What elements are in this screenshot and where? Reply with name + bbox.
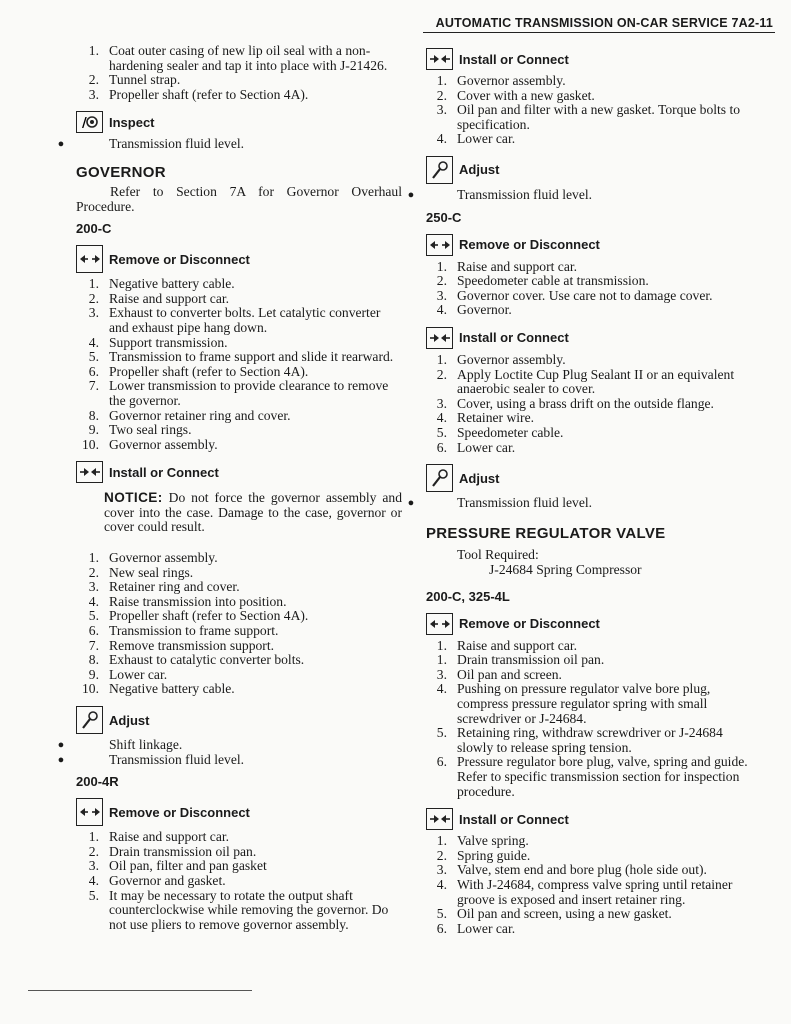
step-number: 1. xyxy=(88,276,99,292)
step-number: 2. xyxy=(436,366,447,382)
step-number: 4. xyxy=(436,410,447,426)
step-number: 9. xyxy=(88,666,99,682)
step-text: Governor assembly. xyxy=(109,550,218,566)
list-item xyxy=(426,682,750,726)
step-number: 4. xyxy=(436,877,447,892)
step-text: Lower transmission to provide clearance to remove the governor. xyxy=(109,378,389,408)
step-text: Two seal rings. xyxy=(109,422,192,438)
step-text: Coat outer casing of new lip oil seal with a non-hardening sealer and tap it into place with J-21426. xyxy=(109,43,388,73)
r-install2-section xyxy=(426,327,750,349)
step-text: Propeller shaft (refer to Section 4A). xyxy=(109,86,309,102)
step-text: Lower car. xyxy=(457,920,516,936)
step-number: 6. xyxy=(436,754,447,770)
step-text: Valve, stem end and bore plug (hole side out). xyxy=(457,862,707,878)
notice-block xyxy=(76,491,402,535)
step-number: 2. xyxy=(436,847,447,863)
step-number: 3. xyxy=(88,86,99,102)
list-item xyxy=(76,624,402,639)
step-text: Lower car. xyxy=(457,131,516,147)
remove2-section xyxy=(76,798,402,826)
step-text: Governor assembly. xyxy=(457,73,566,88)
install-label: Install or Connect xyxy=(109,464,219,480)
list-item xyxy=(426,907,750,922)
step-text: Transmission to frame support. xyxy=(109,623,279,639)
left-column xyxy=(57,43,402,932)
step-number: 2. xyxy=(436,87,447,103)
step-number: 3. xyxy=(436,666,447,682)
r-remove3-steps xyxy=(426,639,750,800)
step-text: Valve spring. xyxy=(457,833,529,849)
adjust-icon xyxy=(426,464,453,492)
step-text: Spring guide. xyxy=(457,847,531,863)
adjust-icon xyxy=(76,706,103,734)
step-number: 7. xyxy=(88,637,99,653)
step-number: 7. xyxy=(88,378,99,394)
step-text: Oil pan, filter and pan gasket xyxy=(109,858,267,874)
remove-steps xyxy=(76,277,402,452)
step-text: Propeller shaft (refer to Section 4A). xyxy=(109,363,309,379)
list-item xyxy=(76,292,402,307)
step-number: 4. xyxy=(88,872,99,888)
step-number: 1. xyxy=(436,73,447,88)
list-item xyxy=(76,653,402,668)
step-number: 6. xyxy=(88,623,99,639)
list-item xyxy=(76,830,402,845)
step-number: 2. xyxy=(88,72,99,88)
list-item xyxy=(57,737,402,753)
install-connect-icon xyxy=(426,808,453,830)
inspect-label: Inspect xyxy=(109,114,155,130)
r-adjust2-label: Adjust xyxy=(459,470,500,486)
r-adjust2-section xyxy=(426,464,750,492)
adjust-label: Adjust xyxy=(109,712,150,728)
r-install3-section xyxy=(426,808,750,830)
list-item xyxy=(426,726,750,755)
remove-disconnect-icon xyxy=(426,234,453,256)
list-item xyxy=(76,409,402,424)
list-item xyxy=(426,755,750,799)
step-text: Pushing on pressure regulator valve bore plug, compress pressure regulator spring with small screwdriver or J-24684. xyxy=(457,681,711,726)
remove-label: Remove or Disconnect xyxy=(109,251,250,267)
step-number: 5. xyxy=(436,906,447,922)
step-number: 4. xyxy=(436,681,447,697)
step-text: Raise and support car. xyxy=(457,258,578,274)
step-number: 5. xyxy=(88,887,99,903)
list-item xyxy=(426,103,750,132)
list-item xyxy=(76,580,402,595)
remove-disconnect-icon xyxy=(426,613,453,635)
step-text: Cover, using a brass drift on the outside flange. xyxy=(457,395,714,411)
list-item xyxy=(76,277,402,292)
list-item xyxy=(76,595,402,610)
step-text: Drain transmission oil pan. xyxy=(109,843,257,859)
step-text: Lower car. xyxy=(457,439,516,455)
step-number: 5. xyxy=(88,349,99,365)
step-text: Retaining ring, withdraw screwdriver or J-24684 slowly to release spring tension. xyxy=(457,725,723,755)
step-text: Remove transmission support. xyxy=(109,637,275,653)
step-text: Speedometer cable at transmission. xyxy=(457,273,649,289)
list-item xyxy=(426,289,750,304)
r-remove-label: Remove or Disconnect xyxy=(459,237,600,253)
install-connect-icon xyxy=(76,461,103,483)
step-number: 10. xyxy=(82,436,99,452)
step-text: Oil pan and filter with a new gasket. Torque bolts to specification. xyxy=(457,102,741,132)
list-item xyxy=(426,274,750,289)
remove2-label: Remove or Disconnect xyxy=(109,804,250,820)
step-number: 5. xyxy=(88,608,99,624)
list-item xyxy=(426,922,750,937)
step-number: 3. xyxy=(436,862,447,878)
list-item xyxy=(426,441,750,456)
adjust-icon xyxy=(426,156,453,184)
list-item xyxy=(76,365,402,380)
list-item xyxy=(76,845,402,860)
r-adjust-label: Adjust xyxy=(459,162,500,178)
r-install-steps xyxy=(426,74,750,147)
bullet-text: Shift linkage. xyxy=(109,737,183,752)
step-text: Raise and support car. xyxy=(457,637,578,653)
list-item xyxy=(426,668,750,683)
list-item xyxy=(426,353,750,368)
list-item xyxy=(76,609,402,624)
step-text: Raise transmission into position. xyxy=(109,593,287,609)
step-text: Support transmission. xyxy=(109,334,228,350)
list-item xyxy=(57,751,402,768)
r-adjust2-items xyxy=(407,495,750,511)
r-remove-section xyxy=(426,234,750,256)
step-number: 2. xyxy=(88,290,99,306)
step-number: 4. xyxy=(436,302,447,318)
step-text: Exhaust to converter bolts. Let catalytic converter and exhaust pipe hang down. xyxy=(109,305,381,335)
step-number: 9. xyxy=(88,422,99,438)
list-item xyxy=(407,186,750,203)
governor-heading: GOVERNOR xyxy=(76,163,166,181)
step-text: Apply Loctite Cup Plug Sealant II or an equivalent anaerobic sealer to cover. xyxy=(457,366,735,397)
subheading-200c-325: 200-C, 325-4L xyxy=(426,588,510,604)
list-item xyxy=(76,88,402,103)
step-number: 5. xyxy=(436,424,447,440)
list-item xyxy=(426,89,750,104)
bullet-icon: ● xyxy=(407,188,415,201)
step-number: 3. xyxy=(436,287,447,303)
step-number: 1. xyxy=(436,833,447,849)
list-item xyxy=(76,859,402,874)
r-install2-steps xyxy=(426,353,750,455)
r-install3-steps xyxy=(426,834,750,936)
list-item xyxy=(426,368,750,397)
list-item xyxy=(426,653,750,668)
list-item xyxy=(76,306,402,335)
step-number: 1. xyxy=(436,351,447,367)
step-number: 8. xyxy=(88,407,99,423)
install-connect-icon xyxy=(426,327,453,349)
step-text: Governor cover. Use care not to damage cover. xyxy=(457,287,713,303)
list-item xyxy=(426,411,750,426)
r-install3-label: Install or Connect xyxy=(459,811,569,827)
r-adjust-section xyxy=(426,156,750,184)
page-header xyxy=(423,14,775,33)
list-item xyxy=(426,639,750,654)
list-item xyxy=(76,438,402,453)
install-section xyxy=(76,461,402,483)
list-item xyxy=(76,566,402,581)
inspect-icon xyxy=(76,111,103,133)
remove2-steps xyxy=(76,830,402,932)
install-connect-icon xyxy=(426,48,453,70)
list-item xyxy=(426,878,750,907)
step-number: 10. xyxy=(82,681,99,697)
subheading-200c: 200-C xyxy=(76,221,112,237)
step-number: 1. xyxy=(436,637,447,653)
list-item xyxy=(426,74,750,89)
inspect-items xyxy=(57,136,402,152)
intro-steps xyxy=(76,44,402,102)
inspect-section xyxy=(76,111,402,133)
step-number: 3. xyxy=(436,395,447,411)
step-text: Governor. xyxy=(457,302,512,318)
step-text: Negative battery cable. xyxy=(109,681,235,697)
step-number: 2. xyxy=(88,843,99,859)
page-header-title: AUTOMATIC TRANSMISSION ON-CAR SERVICE 7A2-11 xyxy=(435,16,773,30)
list-item xyxy=(76,874,402,889)
step-number: 3. xyxy=(88,858,99,874)
list-item xyxy=(76,423,402,438)
adjust-items xyxy=(57,737,402,767)
step-text: It may be necessary to rotate the output shaft counterclockwise while removing the governor. Do not use pliers to remove governor assembly. xyxy=(109,887,389,932)
step-text: New seal rings. xyxy=(109,564,194,580)
subheading-2004r: 200-4R xyxy=(76,774,119,790)
list-item xyxy=(76,350,402,365)
list-item xyxy=(76,44,402,73)
subheading-250c: 250-C xyxy=(426,209,462,225)
list-item xyxy=(76,379,402,408)
bullet-icon: ● xyxy=(57,739,65,751)
pressure-regulator-heading: PRESSURE REGULATOR VALVE xyxy=(426,524,666,542)
step-number: 1. xyxy=(436,258,447,274)
governor-paragraph: Refer to Section 7A for Governor Overhaul Procedure. xyxy=(76,183,402,214)
step-text: With J-24684, compress valve spring until retainer groove is exposed and insert retainer ring. xyxy=(457,877,733,907)
step-text: Oil pan and screen, using a new gasket. xyxy=(457,906,672,922)
list-item xyxy=(426,260,750,275)
r-install-section xyxy=(426,48,750,70)
bullet-text: Transmission fluid level. xyxy=(109,751,245,767)
step-text: Speedometer cable. xyxy=(457,424,564,440)
step-text: Drain transmission oil pan. xyxy=(457,652,605,668)
step-text: Lower car. xyxy=(109,666,168,682)
step-text: Retainer wire. xyxy=(457,410,534,426)
step-number: 5. xyxy=(436,725,447,741)
list-item xyxy=(76,639,402,654)
step-number: 2. xyxy=(88,564,99,580)
step-text: Governor retainer ring and cover. xyxy=(109,407,291,423)
list-item xyxy=(426,849,750,864)
adjust-section xyxy=(76,706,402,734)
r-remove-steps xyxy=(426,260,750,318)
step-text: Retainer ring and cover. xyxy=(109,579,240,595)
list-item xyxy=(426,132,750,147)
bullet-text: Transmission fluid level. xyxy=(457,186,593,202)
step-number: 3. xyxy=(436,102,447,118)
step-number: 3. xyxy=(88,305,99,321)
step-number: 6. xyxy=(436,439,447,455)
step-number: 1. xyxy=(436,652,447,668)
list-item xyxy=(76,551,402,566)
remove-disconnect-icon xyxy=(76,245,103,273)
step-number: 6. xyxy=(88,363,99,379)
step-number: 6. xyxy=(436,920,447,936)
bullet-icon: ● xyxy=(57,138,65,151)
step-number: 3. xyxy=(88,579,99,595)
install-steps xyxy=(76,551,402,697)
r-install2-label: Install or Connect xyxy=(459,330,569,346)
step-number: 2. xyxy=(436,273,447,289)
tool-required-label: Tool Required: xyxy=(457,546,539,562)
list-item xyxy=(76,889,402,933)
list-item xyxy=(57,136,402,152)
step-number: 8. xyxy=(88,652,99,668)
step-number: 1. xyxy=(88,550,99,566)
list-item xyxy=(426,303,750,318)
list-item xyxy=(426,834,750,849)
step-text: Propeller shaft (refer to Section 4A). xyxy=(109,608,309,624)
remove-section xyxy=(76,245,402,273)
step-text: Tunnel strap. xyxy=(109,72,181,88)
svg-text:/: / xyxy=(81,116,87,131)
bullet-text: Transmission fluid level. xyxy=(109,136,245,152)
right-column xyxy=(407,48,750,936)
list-item xyxy=(76,668,402,683)
step-number: 4. xyxy=(88,593,99,609)
notice-text: Do not force the governor assembly and cover into the case. Damage to the case, governor or cover could result. xyxy=(104,490,402,535)
bullet-icon: ● xyxy=(57,753,65,766)
r-remove3-section xyxy=(426,613,750,635)
step-number: 4. xyxy=(436,131,447,147)
step-text: Governor assembly. xyxy=(109,436,218,452)
tool-required-block xyxy=(426,547,750,577)
step-text: Raise and support car. xyxy=(109,829,230,845)
step-number: 1. xyxy=(88,829,99,845)
step-text: Transmission to frame support and slide it rearward. xyxy=(109,349,394,365)
step-text: Raise and support car. xyxy=(109,290,230,306)
step-text: Governor assembly. xyxy=(457,351,566,367)
step-number: 1. xyxy=(88,43,99,58)
r-remove3-label: Remove or Disconnect xyxy=(459,616,600,632)
bullet-icon: ● xyxy=(407,497,415,510)
footer-rule xyxy=(28,990,252,991)
list-item xyxy=(426,426,750,441)
list-item xyxy=(76,73,402,88)
step-text: Exhaust to catalytic converter bolts. xyxy=(109,652,305,668)
list-item xyxy=(76,682,402,697)
tool-name: J-24684 Spring Compressor xyxy=(489,561,642,577)
list-item xyxy=(426,397,750,412)
step-text: Governor and gasket. xyxy=(109,872,226,888)
step-text: Oil pan and screen. xyxy=(457,666,562,682)
notice-label: NOTICE: xyxy=(104,490,163,506)
r-install-label: Install or Connect xyxy=(459,51,569,67)
step-number: 4. xyxy=(88,334,99,350)
list-item xyxy=(426,863,750,878)
step-text: Cover with a new gasket. xyxy=(457,87,595,103)
list-item xyxy=(76,336,402,351)
step-text: Pressure regulator bore plug, valve, spring and guide. Refer to specific transmission section for inspection procedure. xyxy=(457,754,748,799)
bullet-text: Transmission fluid level. xyxy=(457,495,593,511)
r-adjust-items xyxy=(407,186,750,203)
list-item xyxy=(407,495,750,511)
remove-disconnect-icon xyxy=(76,798,103,826)
step-text: Negative battery cable. xyxy=(109,276,235,292)
